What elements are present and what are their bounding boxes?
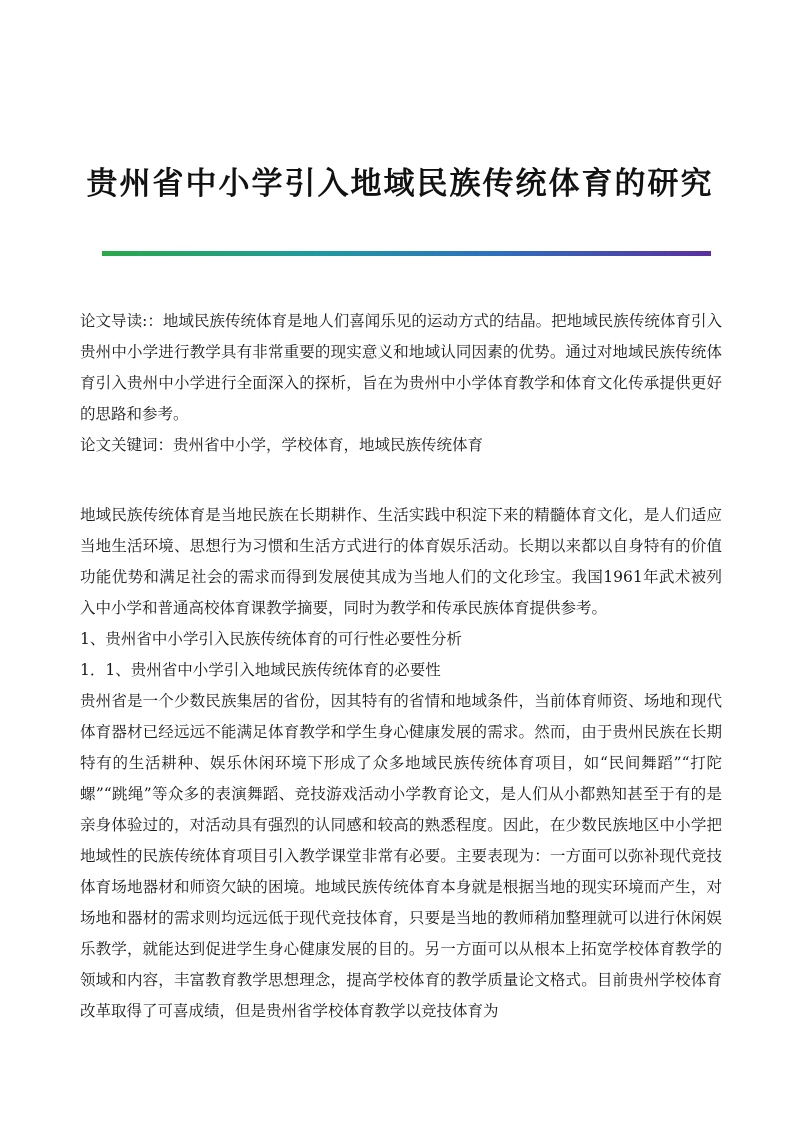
abstract-paragraph [80,306,722,430]
section-heading-1: 1、贵州省中小学引入民族传统体育的可行性必要性分析 [80,630,462,648]
document-title: 贵州省中小学引入地域民族传统体育的研究 [86,166,714,202]
keywords-text: 贵州省中小学，学校体育，地域民族传统体育 [173,436,484,454]
abstract-label: 论文导读:： [80,312,163,330]
section-heading-1-1: 1．1、贵州省中小学引入地域民族传统体育的必要性 [80,661,441,679]
abstract-section [80,306,722,461]
body-paragraph-2: 贵州省是一个少数民族集居的省份，因其特有的省情和地域条件，当前体育师资、场地和现代体育器材已经远远不能满足体育教学和学生身心健康发展的需求。然而，由于贵州民族在长期特有的生活耕种、娱乐休闲环境下形成了众多地域民族传统体育项目，如“民间舞蹈”“打陀螺”“跳绳”等众多的表演舞蹈、竞技游戏活动小学教育论文，是人们从小都熟知甚至于有的是亲身体验过的，对活动具有强烈的认同感和较高的熟悉程度。因此，在少数民族地区中小学把地域性的民族传统体育项目引入教学课堂非常有必要。主要表现为：一方面可以弥补现代竞技体育场地器材和师资欠缺的困境。地域民族传统体育本身就是根据当地的现实环境而产生，对场地和器材的需求则均远远低于现代竞技体育，只要是当地的教师稍加整理就可以进行休闲娱乐教学，就能达到促进学生身心健康发展的目的。另一方面可以从根本上拓宽学校体育教学的领域和内容，丰富教育教学思想理念，提高学校体育的教学质量论文格式。目前贵州学校体育改革取得了可喜成绩，但是贵州省学校体育教学以竞技体育为 [80,692,722,1020]
keywords-paragraph [80,430,722,461]
title-divider [102,251,711,256]
body-paragraph-1: 地域民族传统体育是当地民族在长期耕作、生活实践中积淀下来的精髓体育文化，是人们适应当地生活环境、思想行为习惯和生活方式进行的体育娱乐活动。长期以来都以自身特有的价值功能优势和满足社会的需求而得到发展使其成为当地人们的文化珍宝。我国1961年武术被列入中小学和普通高校体育课教学摘要，同时为教学和传承民族体育提供参考。 [80,506,722,617]
body-section [80,500,722,1027]
keywords-label: 论文关键词： [80,436,174,454]
abstract-text: 地域民族传统体育是地人们喜闻乐见的运动方式的结晶。把地域民族传统体育引入贵州中小学进行教学具有非常重要的现实意义和地域认同因素的优势。通过对地域民族传统体育引入贵州中小学进行全面深入的探析，旨在为贵州中小学体育教学和体育文化传承提供更好的思路和参考。 [80,312,722,423]
